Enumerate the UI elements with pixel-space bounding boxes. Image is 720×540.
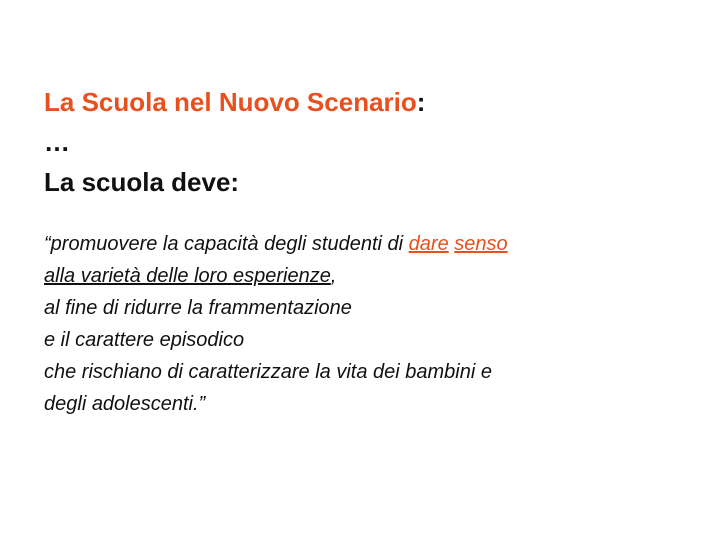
quote-line-4: e il carattere episodico — [44, 329, 245, 351]
quote-line-1 — [44, 228, 684, 260]
quote-line-2 — [44, 260, 684, 292]
quote-word-dare: dare — [408, 233, 449, 255]
quote-word-senso: senso — [454, 233, 508, 255]
slide-title — [44, 82, 684, 202]
quote-line-1-text: “promuovere la capacità degli studenti di — [44, 233, 409, 255]
quote-underlined-phrase: alla varietà delle loro esperienze — [44, 265, 331, 287]
quote-line-3: al fine di ridurre la frammentazione — [44, 297, 352, 319]
title-line-1 — [44, 82, 684, 122]
quote-line-5: che rischiano di caratterizzare la vita dei bambini e — [44, 361, 492, 383]
title-heading: La Scuola nel Nuovo Scenario — [44, 87, 417, 117]
title-ellipsis: … — [44, 127, 70, 157]
quote-comma: , — [330, 265, 337, 287]
quote-block — [44, 228, 684, 420]
title-subheading: La scuola deve: — [44, 167, 240, 197]
quote-line-6: degli adolescenti.” — [44, 393, 206, 415]
title-colon: : — [416, 87, 426, 117]
